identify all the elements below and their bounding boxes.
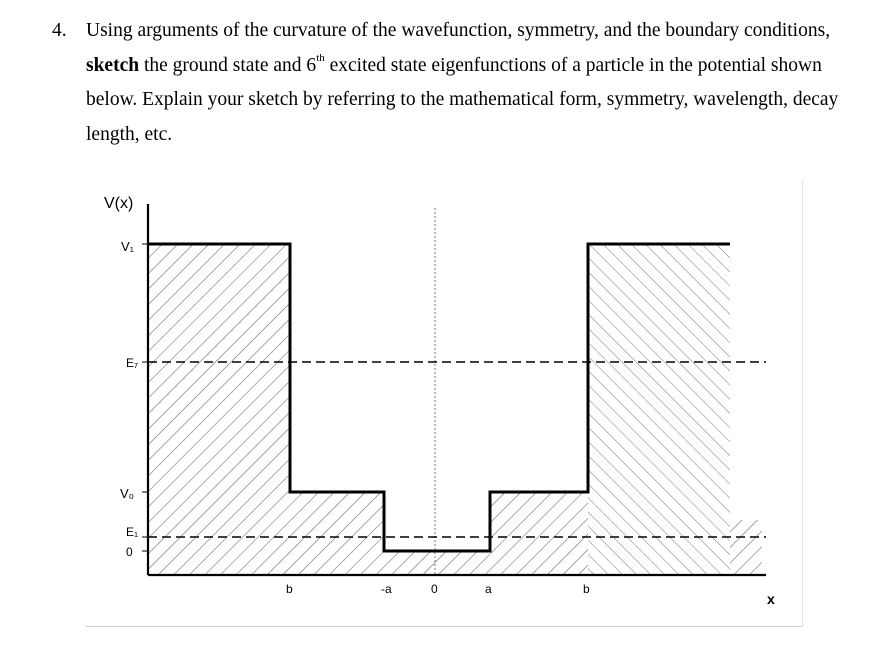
hatch-well-floor [384, 551, 490, 575]
label-e7: E₇ [126, 356, 139, 370]
hatch-left-barrier [148, 244, 384, 575]
potential-diagram [86, 180, 802, 626]
label-e1: E₁ [126, 525, 139, 539]
y-axis-label: V(x) [104, 195, 134, 212]
question-number: 4. [52, 20, 67, 41]
question-block [52, 14, 842, 152]
x-axis-label: x [767, 591, 775, 607]
label-v1: V₁ [121, 239, 135, 254]
question-text-part1: Using arguments of the curvature of the wavefunction, symmetry, and the boundary conditions, [86, 20, 831, 41]
x-tick-b-right: b [583, 582, 590, 596]
question-text-part3: excited state eigenfunctions of a particle in the potential shown below. Explain your sketch by referring to the mathematical form, symmetry, wavelength, decay length, etc. [86, 54, 839, 145]
hatch-right-tail [730, 520, 762, 575]
question-text-superscript: th [316, 52, 325, 64]
hatch-right-barrier [588, 244, 730, 575]
label-v0: V₀ [120, 486, 135, 501]
potential-figure [86, 180, 803, 627]
x-tick-b-left: b [286, 582, 293, 596]
question-text-part2: the ground state and 6 [139, 54, 317, 76]
x-tick-minus-a: -a [381, 582, 392, 596]
question-text [86, 14, 842, 152]
label-zero: 0 [126, 545, 133, 559]
x-tick-zero: 0 [431, 582, 438, 596]
hatch-right-step [490, 492, 588, 575]
question-text-bold: sketch [86, 54, 140, 76]
x-tick-a: a [485, 582, 492, 596]
